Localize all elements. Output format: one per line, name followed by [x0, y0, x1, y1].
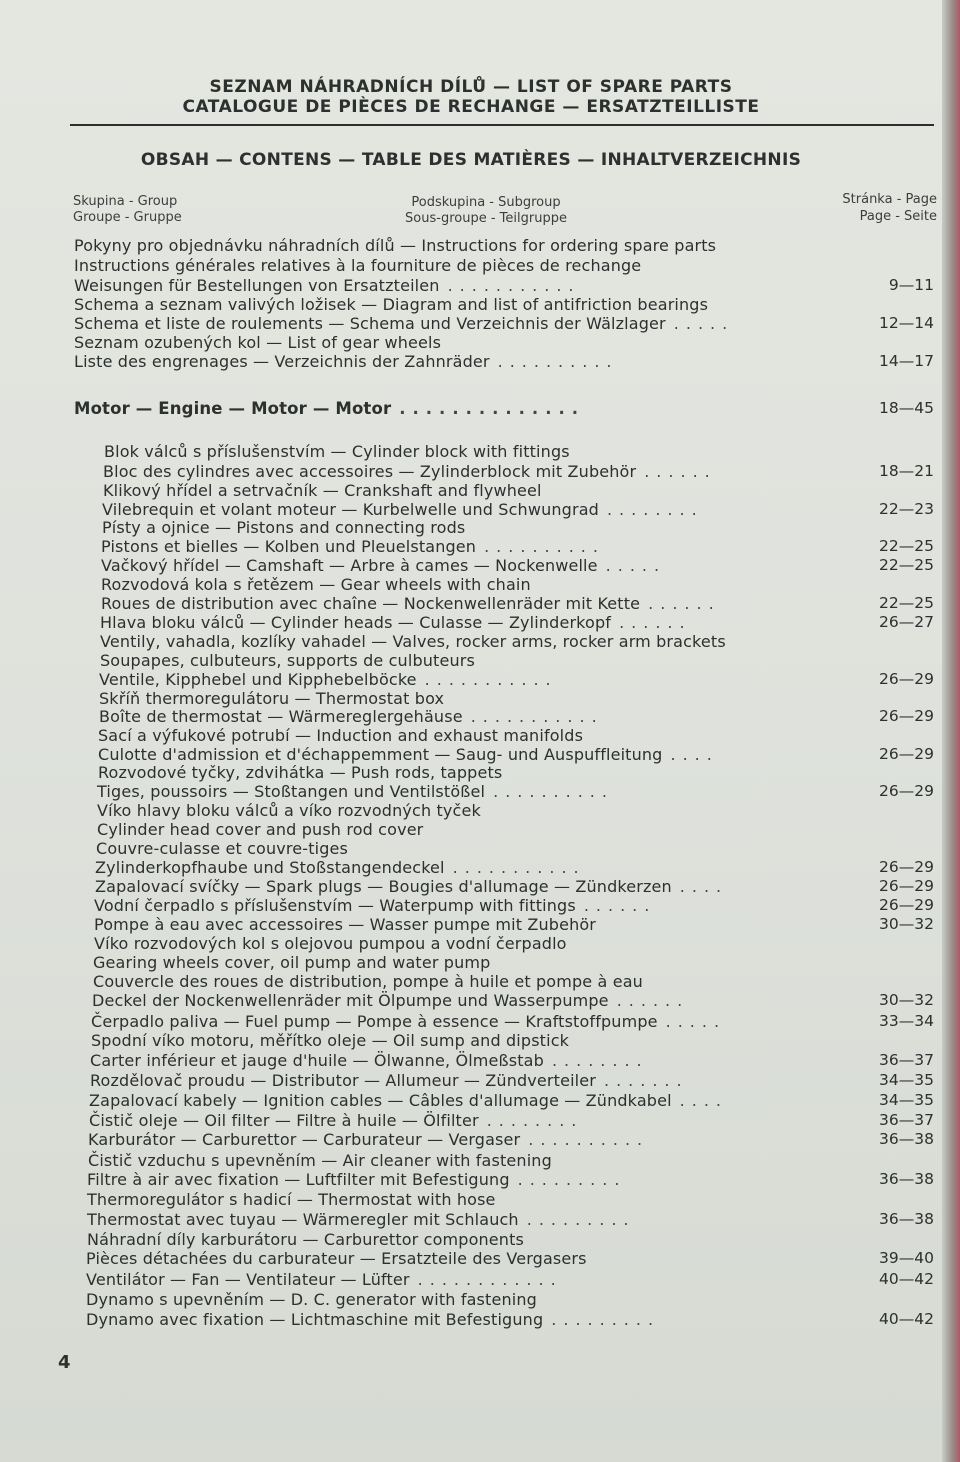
toc-entry-text: Blok válců s příslušenstvím — Cylinder block with fittings — [104, 442, 570, 461]
leader-dots: ........ — [551, 1051, 649, 1070]
leader-dots: ...... — [648, 594, 721, 613]
toc-entry — [87, 1210, 636, 1229]
leader-dots: .... — [679, 877, 729, 896]
toc-entry-text: Pièces détachées du carburateur — Ersatzteile des Vergasers — [86, 1249, 587, 1268]
toc-entry-text: Čerpadlo paliva — Fuel pump — Pompe à essence — Kraftstoffpumpe — [91, 1012, 658, 1031]
leader-dots: ............ — [417, 1270, 563, 1289]
leader-dots: .... — [679, 1091, 729, 1110]
toc-entry — [90, 1071, 689, 1090]
toc-entry-pages: 36—37 — [879, 1111, 934, 1129]
toc-entry-text: Spodní víko motoru, měřítko oleje — Oil sump and dipstick — [91, 1031, 570, 1050]
toc-entry-text: Dynamo avec fixation — Lichtmaschine mit Befestigung — [86, 1310, 544, 1329]
toc-entry-text: Vilebrequin et volant moteur — Kurbelwelle und Schwungrad — [102, 500, 599, 519]
toc-entry — [93, 972, 643, 991]
toc-entry — [86, 1270, 563, 1289]
toc-entry-text: Filtre à air avec fixation — Luftfilter mit Befestigung — [87, 1170, 510, 1189]
leader-dots: ........... — [470, 707, 604, 726]
toc-title: OBSAH — CONTENS — TABLE DES MATIÈRES — INHALTVERZEICHNIS — [140, 150, 802, 170]
leader-dots: ...... — [644, 462, 717, 481]
toc-entry-pages: 26—29 — [879, 877, 934, 895]
toc-entry — [101, 556, 666, 575]
toc-entry-text: Tiges, poussoirs — Stoßtangen und Ventilstößel — [97, 782, 486, 801]
toc-entry-pages: 22—25 — [879, 594, 934, 612]
toc-entry-text: Zapalovací svíčky — Spark plugs — Bougies d'allumage — Zündkerzen — [95, 877, 672, 896]
toc-entry-text: Carter inférieur et jauge d'huile — Ölwanne, Ölmeßstab — [90, 1051, 544, 1070]
leader-dots: ........ — [606, 500, 704, 519]
toc-entry-text: Couvercle des roues de distribution, pompe à huile et pompe à eau — [93, 972, 643, 991]
toc-entry-pages: 39—40 — [879, 1249, 934, 1267]
toc-entry-pages: 33—34 — [879, 1012, 934, 1030]
toc-entry — [104, 442, 570, 461]
toc-entry — [103, 462, 717, 481]
leader-dots: .......... — [497, 352, 619, 371]
toc-entry — [100, 613, 692, 632]
toc-entry-pages: 40—42 — [879, 1270, 934, 1288]
toc-entry — [95, 858, 586, 877]
column-subgroup-label-1: Podskupina - Subgroup — [411, 195, 561, 210]
header-rule — [70, 124, 934, 126]
toc-entry-text: Weisungen für Bestellungen von Ersatzteilen — [74, 276, 440, 295]
toc-entry-text: Ventily, vahadla, kozlíky vahadel — Valves, rocker arms, rocker arm brackets — [100, 632, 726, 651]
toc-entry — [93, 953, 490, 972]
toc-entry-text: Klikový hřídel a setrvačník — Crankshaft and flywheel — [103, 481, 542, 500]
leader-dots: ...... — [616, 991, 690, 1010]
toc-entry — [102, 500, 704, 519]
toc-entry-pages: 26—29 — [879, 707, 934, 725]
toc-entry-text: Instructions générales relatives à la fourniture de pièces de rechange — [74, 256, 642, 275]
toc-entry — [91, 1012, 726, 1031]
toc-entry-text: Schema et liste de roulements — Schema und Verzeichnis der Wälzlager — [74, 314, 666, 333]
toc-entry — [74, 276, 581, 295]
leader-dots: ...... — [619, 613, 692, 632]
toc-entry — [74, 295, 708, 314]
toc-entry — [100, 632, 726, 651]
toc-entry-pages: 30—32 — [879, 991, 934, 1009]
toc-entry — [86, 1310, 660, 1329]
toc-entry-text: Bloc des cylindres avec accessoires — Zylinderblock mit Zubehör — [103, 462, 637, 481]
leader-dots: ....... — [603, 1071, 689, 1090]
toc-entry — [87, 1230, 524, 1249]
toc-entry-text: Vačkový hřídel — Camshaft — Arbre à cames — Nockenwelle — [101, 556, 598, 575]
toc-entry — [103, 481, 542, 500]
column-group-label-2: Groupe - Gruppe — [73, 210, 182, 225]
toc-entry-pages: 26—29 — [879, 670, 934, 688]
toc-entry — [101, 537, 605, 556]
toc-entry-text: Cylinder head cover and push rod cover — [97, 820, 424, 839]
toc-entry-pages: 26—29 — [879, 896, 934, 914]
toc-entry-pages: 12—14 — [879, 314, 934, 332]
toc-entry-pages: 34—35 — [879, 1091, 934, 1109]
toc-entry-pages: 30—32 — [879, 915, 934, 933]
leader-dots: ........... — [452, 858, 586, 877]
toc-entry — [86, 1249, 587, 1268]
toc-entry — [89, 1111, 583, 1130]
toc-entry-text: Sací a výfukové potrubí — Induction and exhaust manifolds — [98, 726, 584, 745]
toc-entry — [87, 1190, 496, 1209]
column-group-label-1: Skupina - Group — [73, 194, 178, 209]
toc-entry — [100, 651, 475, 670]
leader-dots: ......... — [526, 1210, 636, 1229]
toc-entry-pages: 22—25 — [879, 556, 934, 574]
toc-entry-text: Písty a ojnice — Pistons and connecting rods — [102, 518, 466, 537]
leader-dots: ...... — [583, 896, 657, 915]
toc-entry — [97, 801, 481, 820]
toc-entry — [88, 1151, 552, 1170]
toc-entry-pages: 36—37 — [879, 1051, 934, 1069]
toc-entry-text: Soupapes, culbuteurs, supports de culbuteurs — [100, 651, 475, 670]
book-spine-edge — [942, 0, 960, 1462]
toc-entry — [101, 575, 531, 594]
toc-entry — [99, 707, 604, 726]
toc-entry-text: Zylinderkopfhaube und Stoßstangendeckel — [95, 858, 445, 877]
leader-dots: .... — [670, 745, 719, 764]
toc-entry-text: Čistič vzduchu s upevněním — Air cleaner with fastening — [88, 1151, 552, 1170]
toc-entry-text: Pompe à eau avec accessoires — Wasser pumpe mit Zubehör — [94, 915, 597, 934]
toc-entry — [74, 314, 734, 333]
toc-entry — [99, 689, 444, 708]
toc-entry-text: Schema a seznam valivých ložisek — Diagram and list of antifriction bearings — [74, 295, 709, 314]
toc-entry-text: Karburátor — Carburettor — Carburateur — Vergaser — [88, 1130, 521, 1149]
leader-dots: .......... — [493, 782, 614, 801]
toc-entry-text: Seznam ozubených kol — List of gear wheels — [74, 333, 442, 352]
leader-dots: .......... — [484, 537, 605, 556]
toc-entry — [97, 820, 423, 839]
toc-entry — [96, 839, 348, 858]
toc-entry — [89, 1091, 728, 1110]
toc-entry-text: Ventilátor — Fan — Ventilateur — Lüfter — [86, 1270, 410, 1289]
toc-entry-text: Pokyny pro objednávku náhradních dílů — Instructions for ordering spare parts — [74, 236, 717, 255]
toc-entry — [97, 782, 614, 801]
leader-dots: ......... — [551, 1310, 661, 1329]
toc-entry — [86, 1290, 537, 1309]
toc-entry-text: Rozdělovač proudu — Distributor — Allumeur — Zündverteiler — [90, 1071, 596, 1090]
toc-entry-text: Motor — Engine — Motor — Motor — [74, 399, 392, 418]
toc-entry — [98, 745, 719, 764]
toc-entry-text: Couvre-culasse et couvre-tiges — [96, 839, 348, 858]
toc-entry-text: Culotte d'admission et d'échappemment — Saug- und Auspuffleitung — [98, 745, 663, 764]
page-number: 4 — [58, 1352, 71, 1373]
leader-dots: .............. — [399, 399, 586, 418]
leader-dots: ......... — [517, 1170, 627, 1189]
leader-dots: ..... — [665, 1012, 727, 1031]
toc-entry-text: Skříň thermoregulátoru — Thermostat box — [99, 689, 445, 708]
toc-entry-text: Thermostat avec tuyau — Wärmeregler mit Schlauch — [87, 1210, 519, 1229]
header-line-1: SEZNAM NÁHRADNÍCH DÍLŮ — LIST OF SPARE PARTS — [209, 77, 733, 97]
toc-entry-text: Víko hlavy bloku válců a víko rozvodných tyček — [97, 801, 481, 820]
toc-entry-text: Gearing wheels cover, oil pump and water pump — [93, 953, 491, 972]
toc-entry-text: Zapalovací kabely — Ignition cables — Câbles d'allumage — Zündkabel — [89, 1091, 672, 1110]
leader-dots: ..... — [673, 314, 735, 333]
toc-entry — [95, 877, 728, 896]
toc-entry-text: Dynamo s upevněním — D. C. generator with fastening — [86, 1290, 537, 1309]
toc-entry-pages: 18—45 — [879, 399, 934, 417]
leader-dots: ..... — [605, 556, 667, 575]
toc-entry-pages: 26—29 — [879, 745, 934, 763]
toc-entry-text: Vodní čerpadlo s příslušenstvím — Waterpump with fittings — [94, 896, 576, 915]
toc-entry-pages: 18—21 — [879, 462, 934, 480]
toc-entry-text: Ventile, Kipphebel und Kipphebelböcke — [99, 670, 417, 689]
toc-entry-pages: 22—25 — [879, 537, 934, 555]
toc-entry-pages: 22—23 — [879, 500, 934, 518]
toc-entry — [94, 934, 567, 953]
toc-entry — [94, 915, 596, 934]
toc-entry-pages: 36—38 — [879, 1130, 934, 1148]
toc-section-heading — [74, 399, 585, 418]
toc-entry-pages: 26—27 — [879, 613, 934, 631]
toc-entry-pages: 34—35 — [879, 1071, 934, 1089]
toc-entry-text: Rozvodová kola s řetězem — Gear wheels with chain — [101, 575, 531, 594]
toc-entry-text: Hlava bloku válců — Cylinder heads — Culasse — Zylinderkopf — [100, 613, 612, 632]
toc-entry-pages: 36—38 — [879, 1210, 934, 1228]
column-page-label-2: Page - Seite — [859, 209, 937, 224]
toc-entry — [74, 333, 441, 352]
toc-entry — [92, 991, 689, 1010]
toc-entry-pages: 26—29 — [879, 858, 934, 876]
toc-entry-text: Roues de distribution avec chaîne — Nockenwellenräder mit Kette — [101, 594, 641, 613]
toc-entry-text: Liste des engrenages — Verzeichnis der Zahnräder — [74, 352, 490, 371]
toc-entry-pages: 9—11 — [888, 276, 934, 294]
toc-entry — [74, 236, 716, 255]
toc-entry-text: Boîte de thermostat — Wärmereglergehäuse — [99, 707, 463, 726]
toc-entry-text: Náhradní díly karburátoru — Carburettor components — [87, 1230, 524, 1249]
toc-entry — [98, 726, 583, 745]
leader-dots: ........ — [486, 1111, 584, 1130]
leader-dots: .......... — [528, 1130, 650, 1149]
toc-entry-text: Víko rozvodových kol s olejovou pumpou a vodní čerpadlo — [94, 934, 567, 953]
toc-entry-text: Čistič oleje — Oil filter — Filtre à huile — Ölfilter — [89, 1111, 479, 1130]
toc-entry — [90, 1051, 649, 1070]
column-subgroup-label-2: Sous-groupe - Teilgruppe — [405, 211, 567, 226]
toc-entry-pages: 26—29 — [879, 782, 934, 800]
toc-entry — [88, 1130, 649, 1149]
leader-dots: ........... — [424, 670, 558, 689]
toc-entry — [87, 1170, 626, 1189]
toc-entry-text: Pistons et bielles — Kolben und Pleuelstangen — [101, 537, 477, 556]
header-line-2: CATALOGUE DE PIÈCES DE RECHANGE — ERSATZTEILLISTE — [182, 97, 760, 117]
toc-entry-pages: 14—17 — [879, 352, 934, 370]
leader-dots: ........... — [447, 276, 581, 295]
toc-entry — [102, 518, 465, 537]
toc-entry — [99, 670, 558, 689]
toc-entry — [101, 594, 721, 613]
toc-entry-text: Thermoregulátor s hadicí — Thermostat with hose — [87, 1190, 496, 1209]
toc-entry — [74, 352, 618, 371]
toc-entry — [98, 763, 502, 782]
toc-entry — [94, 896, 656, 915]
toc-entry-text: Rozvodové tyčky, zdvihátka — Push rods, tappets — [98, 763, 503, 782]
toc-entry-pages: 36—38 — [879, 1170, 934, 1188]
column-page-label-1: Stránka - Page — [842, 192, 937, 207]
toc-entry-text: Deckel der Nockenwellenräder mit Ölpumpe und Wasserpumpe — [92, 991, 609, 1010]
toc-entry — [74, 256, 641, 275]
toc-entry — [91, 1031, 569, 1050]
toc-entry-pages: 40—42 — [879, 1310, 934, 1328]
